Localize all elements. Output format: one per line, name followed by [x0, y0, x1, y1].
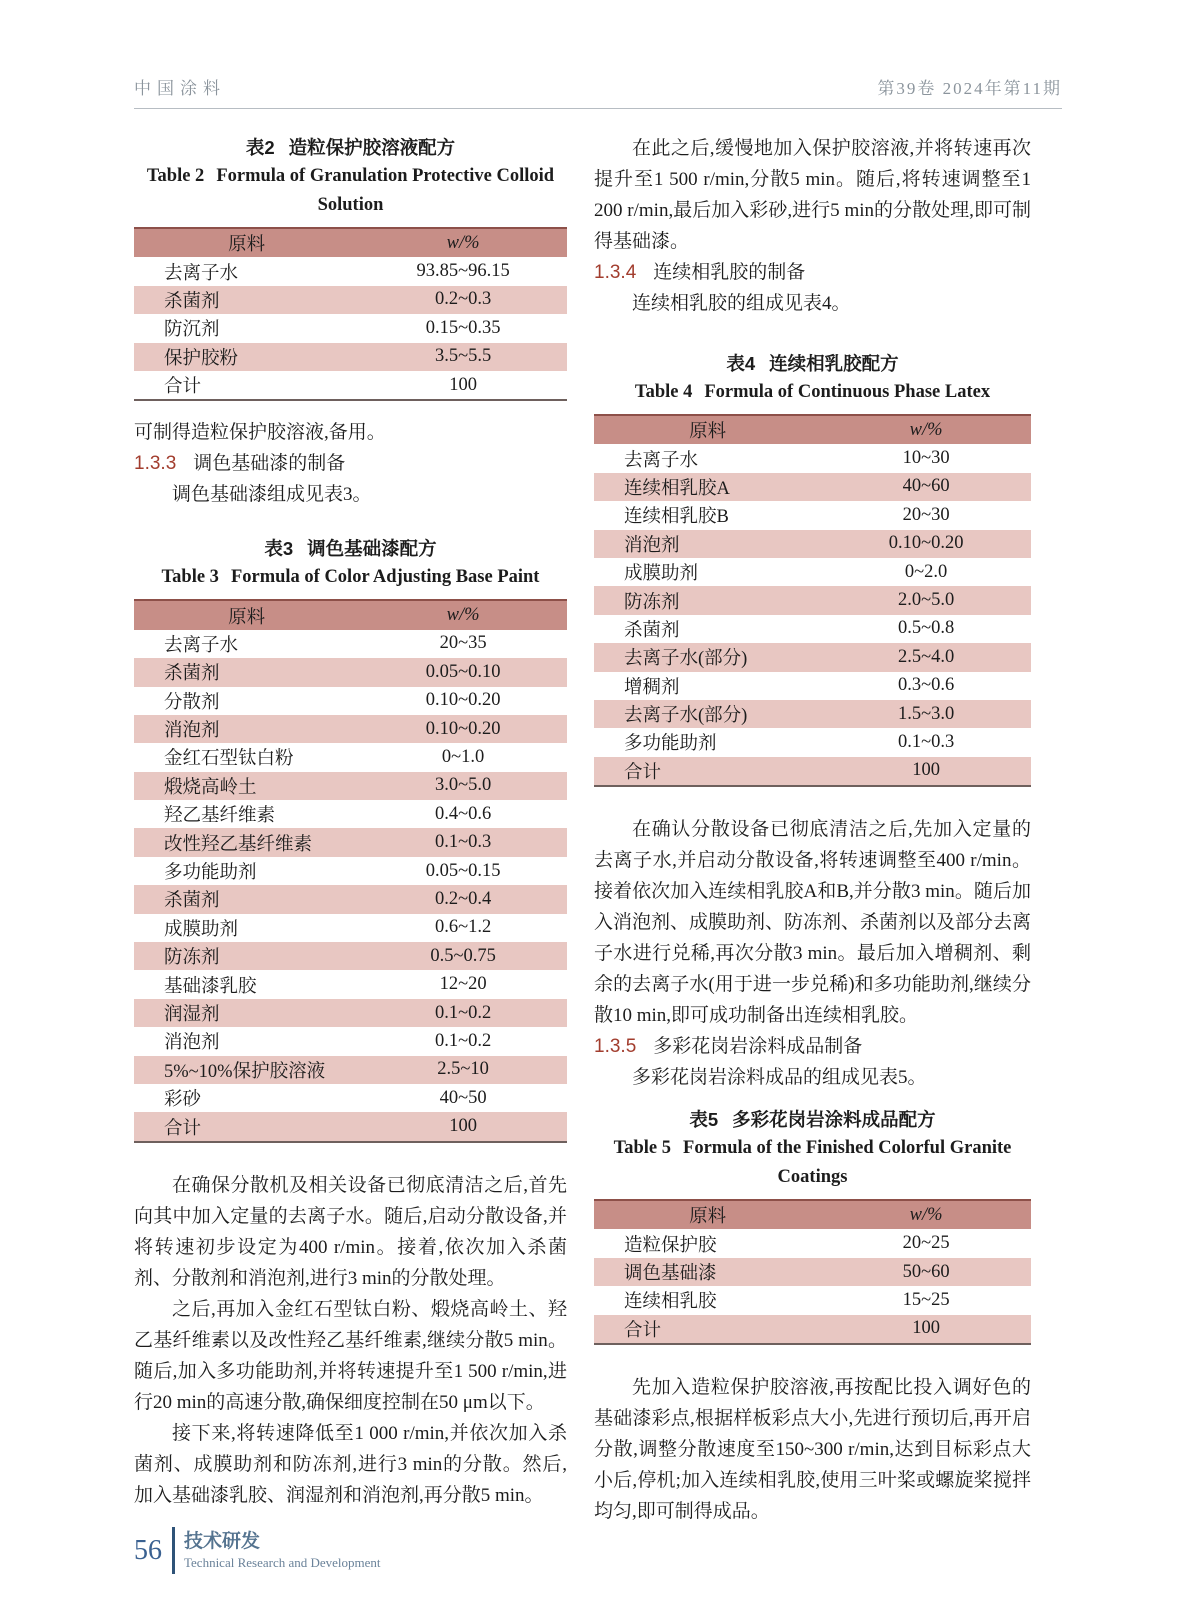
cell-material: 防沉剂 [164, 320, 220, 341]
table-row [134, 658, 567, 686]
table-row [594, 1315, 1031, 1343]
column-header-material: 原料 [689, 1207, 727, 1228]
table-row [134, 885, 567, 913]
table-2-label-cn: 表2 [245, 137, 275, 158]
issue-info: 第39卷 2024年第11期 [877, 79, 1062, 98]
cell-value: 2.5~4.0 [897, 646, 955, 667]
table-row [594, 530, 1031, 558]
table-row [134, 371, 567, 399]
table-5-title [594, 1105, 1031, 1192]
cell-material: 连续相乳胶B [624, 507, 729, 528]
cell-value: 10~30 [902, 448, 950, 469]
table-4-label-en: Table 4 [634, 382, 693, 402]
paragraph: 接下来,将转速降低至1 000 r/min,并依次加入杀菌剂、成膜助剂和防冻剂,进行3 min的分散。然后,加入基础漆乳胶、润湿剂和消泡剂,再分散5 min。 [134, 1422, 567, 1506]
table-header-row [134, 601, 567, 629]
table-row [594, 672, 1031, 700]
footer-section [184, 1530, 381, 1572]
table-row [134, 914, 567, 942]
table-row [134, 630, 567, 658]
table-row [134, 1056, 567, 1084]
section-heading-1-3-3 [134, 448, 567, 479]
column-header-material: 原料 [228, 235, 266, 256]
column-header-wpercent: w/% [446, 605, 480, 626]
table-3-title-cn [134, 534, 567, 563]
table-3 [134, 599, 567, 1142]
cell-value: 0.10~0.20 [425, 690, 501, 711]
cell-value: 50~60 [902, 1261, 950, 1282]
table-3-title [134, 534, 567, 592]
footer-section-cn: 技术研发 [184, 1530, 261, 1552]
page-number: 56 [134, 1534, 162, 1566]
table-row [594, 501, 1031, 529]
left-column [134, 133, 567, 1527]
table-row [134, 999, 567, 1027]
table-row [134, 743, 567, 771]
right-column [594, 133, 1031, 1527]
column-header-wpercent: w/% [909, 419, 943, 440]
table-row [134, 257, 567, 285]
paragraph: 多彩花岗岩涂料成品的组成见表5。 [632, 1067, 927, 1089]
table-row [594, 757, 1031, 785]
column-header-wpercent: w/% [909, 1204, 943, 1225]
paragraph: 可制得造粒保护胶溶液,备用。 [134, 422, 386, 444]
cell-value: 0~1.0 [441, 746, 485, 767]
column-header-material: 原料 [689, 422, 727, 443]
cell-value: 15~25 [902, 1289, 950, 1310]
table-2-caption-en: Formula of Granulation Protective Colloid Solution [216, 166, 555, 215]
section-title: 连续相乳胶的制备 [653, 262, 806, 283]
paragraph: 在此之后,缓慢地加入保护胶溶液,并将转速再次提升至1 500 r/min,分散5 min。随后,将转速调整至1 200 r/min,最后加入彩砂,进行5 min的分散处理,即可制得基础漆。 [594, 138, 1031, 252]
table-5-label-cn: 表5 [689, 1109, 719, 1131]
table-4-title [594, 349, 1031, 407]
table-row [594, 444, 1031, 472]
cell-value: 0.2~0.3 [434, 289, 492, 310]
table-3-title-en [134, 563, 567, 592]
cell-value: 40~60 [902, 476, 950, 497]
table-row [134, 1027, 567, 1055]
table-5-caption-en: Formula of the Finished Colorful Granite Coatings [683, 1138, 1012, 1188]
cell-material: 5%~10%保护胶溶液 [164, 1061, 326, 1082]
table-row [594, 1258, 1031, 1286]
cell-value: 12~20 [439, 974, 487, 995]
cell-material: 金红石型钛白粉 [164, 749, 294, 770]
table-row [134, 970, 567, 998]
cell-value: 0.10~0.20 [888, 533, 964, 554]
cell-material: 合计 [164, 1118, 202, 1139]
cell-material: 杀菌剂 [164, 891, 220, 912]
table-4-title-cn [594, 349, 1031, 378]
table-row [134, 772, 567, 800]
cell-material: 保护胶粉 [164, 348, 239, 369]
cell-value: 0.15~0.35 [425, 317, 501, 338]
cell-material: 润湿剂 [164, 1005, 220, 1025]
cell-material: 杀菌剂 [624, 620, 680, 641]
table-row [134, 942, 567, 970]
table-5-caption-cn: 多彩花岗岩涂料成品配方 [732, 1109, 936, 1131]
cell-material: 防冻剂 [624, 592, 680, 613]
table-row [134, 857, 567, 885]
cell-material: 杀菌剂 [164, 664, 220, 685]
cell-material: 消泡剂 [164, 1033, 220, 1054]
cell-material: 多功能助剂 [164, 863, 257, 884]
journal-name: 中国涂料 [134, 79, 226, 98]
cell-value: 100 [449, 374, 477, 395]
cell-value: 0.5~0.75 [430, 945, 496, 966]
table-row [134, 715, 567, 743]
cell-value: 20~30 [902, 504, 950, 525]
cell-material: 合计 [624, 1320, 662, 1341]
table-row [134, 286, 567, 314]
cell-value: 20~35 [439, 633, 487, 654]
cell-value: 40~50 [439, 1087, 487, 1108]
table-5 [594, 1199, 1031, 1345]
running-head [134, 74, 1062, 109]
table-row [594, 1229, 1031, 1257]
cell-value: 1.5~3.0 [897, 703, 955, 724]
cell-material: 去离子水 [624, 450, 699, 471]
cell-material: 连续相乳胶A [624, 478, 730, 499]
cell-value: 3.0~5.0 [434, 775, 492, 796]
table-4-label-cn: 表4 [726, 353, 756, 374]
table-5-title-en [594, 1134, 1031, 1192]
cell-material: 去离子水(部分) [624, 706, 748, 727]
page-footer [134, 1527, 1062, 1574]
section-title: 多彩花岗岩涂料成品制备 [653, 1036, 863, 1058]
cell-value: 0.1~0.3 [897, 731, 955, 752]
table-row [134, 1084, 567, 1112]
cell-value: 0.1~0.2 [434, 1002, 492, 1023]
cell-value: 0.10~0.20 [425, 718, 501, 739]
table-2-title-cn [134, 133, 567, 162]
section-number: 1.3.4 [594, 262, 637, 283]
cell-value: 0.2~0.4 [434, 888, 492, 909]
table-row [134, 828, 567, 856]
paragraph: 在确认分散设备已彻底清洁之后,先加入定量的去离子水,并启动分散设备,将转速调整至400 r/min。接着依次加入连续相乳胶A和B,并分散3 min。随后加入消泡剂、成膜助剂、防冻剂、杀菌剂以及部分去离子水进行兑稀,再次分散3 min。最后加入增稠剂、剩余的去离子水(用于进一步兑稀)和多功能助剂,继续分散10 min,即可成功制备出连续相乳胶。 [594, 819, 1032, 1027]
table-2-label-en: Table 2 [146, 166, 205, 186]
table-header-row [134, 229, 567, 257]
table-row [594, 728, 1031, 756]
paragraph: 调色基础漆组成见表3。 [172, 484, 372, 506]
cell-value: 93.85~96.15 [416, 261, 510, 282]
column-header-wpercent: w/% [446, 232, 480, 253]
table-2-title-en [134, 162, 567, 220]
cell-material: 成膜助剂 [624, 564, 699, 585]
cell-material: 增稠剂 [624, 677, 680, 698]
cell-material: 成膜助剂 [164, 919, 239, 940]
table-4-title-en [594, 378, 1031, 407]
cell-value: 0.05~0.10 [425, 661, 501, 682]
footer-section-en: Technical Research and Development [184, 1554, 381, 1570]
cell-material: 消泡剂 [164, 721, 220, 742]
cell-value: 0~2.0 [904, 561, 948, 582]
table-row [134, 343, 567, 371]
cell-material: 煅烧高岭土 [164, 777, 257, 798]
table-row [594, 615, 1031, 643]
table-row [134, 314, 567, 342]
table-header-row [594, 416, 1031, 444]
cell-material: 分散剂 [164, 692, 220, 713]
cell-value: 2.0~5.0 [897, 590, 955, 611]
table-3-label-cn: 表3 [264, 538, 294, 560]
cell-value: 0.1~0.3 [434, 832, 492, 853]
cell-material: 合计 [624, 762, 662, 783]
cell-material: 调色基础漆 [624, 1264, 717, 1285]
footer-divider-bar [172, 1527, 175, 1574]
cell-material: 合计 [164, 377, 202, 398]
section-heading-1-3-4 [594, 257, 1031, 288]
table-row [134, 800, 567, 828]
cell-material: 去离子水(部分) [624, 649, 748, 670]
table-row [594, 558, 1031, 586]
cell-material: 基础漆乳胶 [164, 976, 257, 997]
cell-material: 去离子水 [164, 635, 239, 656]
table-row [594, 1286, 1031, 1314]
table-row [594, 586, 1031, 614]
cell-material: 杀菌剂 [164, 291, 220, 312]
cell-value: 0.3~0.6 [897, 675, 955, 696]
table-5-title-cn [594, 1105, 1031, 1134]
section-title: 调色基础漆的制备 [193, 453, 346, 475]
table-2 [134, 227, 567, 401]
two-column-body [134, 133, 1062, 1527]
cell-value: 0.6~1.2 [434, 917, 492, 938]
cell-value: 0.1~0.2 [434, 1030, 492, 1051]
table-row [134, 687, 567, 715]
table-3-caption-en: Formula of Color Adjusting Base Paint [230, 567, 540, 588]
section-number: 1.3.3 [134, 453, 177, 475]
table-4-caption-cn: 连续相乳胶配方 [769, 353, 899, 374]
table-3-label-en: Table 3 [161, 567, 219, 588]
paragraph: 在确保分散机及相关设备已彻底清洁之后,首先向其中加入定量的去离子水。随后,启动分散设备,并将转速初步设定为400 r/min。接着,依次加入杀菌剂、分散剂和消泡剂,进行3 min的分散处理。 [134, 1174, 567, 1289]
cell-value: 2.5~10 [437, 1059, 489, 1080]
table-4 [594, 414, 1031, 787]
cell-value: 100 [912, 1318, 940, 1339]
table-5-label-en: Table 5 [613, 1138, 672, 1159]
cell-value: 3.5~5.5 [434, 346, 492, 367]
table-row [594, 643, 1031, 671]
paragraph: 先加入造粒保护胶溶液,再按配比投入调好色的基础漆彩点,根据样板彩点大小,先进行预切后,再开启分散,调整分散速度至150~300 r/min,达到目标彩点大小后,停机;加入连续相乳胶,使用三叶桨或螺旋桨搅拌均匀,即可制得成品。 [594, 1377, 1031, 1523]
cell-value: 100 [912, 760, 940, 781]
table-4-caption-en: Formula of Continuous Phase Latex [704, 382, 991, 402]
table-row [594, 700, 1031, 728]
table-row [594, 473, 1031, 501]
cell-material: 改性羟乙基纤维素 [164, 834, 313, 855]
table-2-title [134, 133, 567, 220]
cell-value: 0.5~0.8 [897, 618, 955, 639]
cell-material: 彩砂 [164, 1090, 202, 1111]
table-3-caption-cn: 调色基础漆配方 [307, 538, 437, 560]
cell-material: 羟乙基纤维素 [164, 806, 276, 827]
cell-material: 连续相乳胶 [624, 1292, 717, 1313]
column-header-material: 原料 [228, 607, 266, 628]
cell-material: 去离子水 [164, 263, 239, 284]
table-row [134, 1112, 567, 1140]
cell-material: 多功能助剂 [624, 734, 717, 755]
cell-material: 消泡剂 [624, 535, 680, 556]
paragraph: 之后,再加入金红石型钛白粉、煅烧高岭土、羟乙基纤维素以及改性羟乙基纤维素,继续分散5 min。随后,加入多功能助剂,并将转速提升至1 500 r/min,进行20 min的高速分散,确保细度控制在50 μm以下。 [134, 1298, 567, 1413]
cell-material: 造粒保护胶 [624, 1235, 717, 1256]
table-2-caption-cn: 造粒保护胶溶液配方 [288, 137, 456, 158]
cell-value: 0.05~0.15 [425, 860, 501, 881]
section-heading-1-3-5 [594, 1031, 1031, 1062]
paragraph: 连续相乳胶的组成见表4。 [632, 293, 851, 314]
section-number: 1.3.5 [594, 1036, 637, 1058]
table-header-row [594, 1201, 1031, 1229]
cell-value: 0.4~0.6 [434, 803, 492, 824]
cell-value: 20~25 [902, 1233, 950, 1254]
cell-material: 防冻剂 [164, 948, 220, 969]
cell-value: 100 [449, 1116, 477, 1137]
